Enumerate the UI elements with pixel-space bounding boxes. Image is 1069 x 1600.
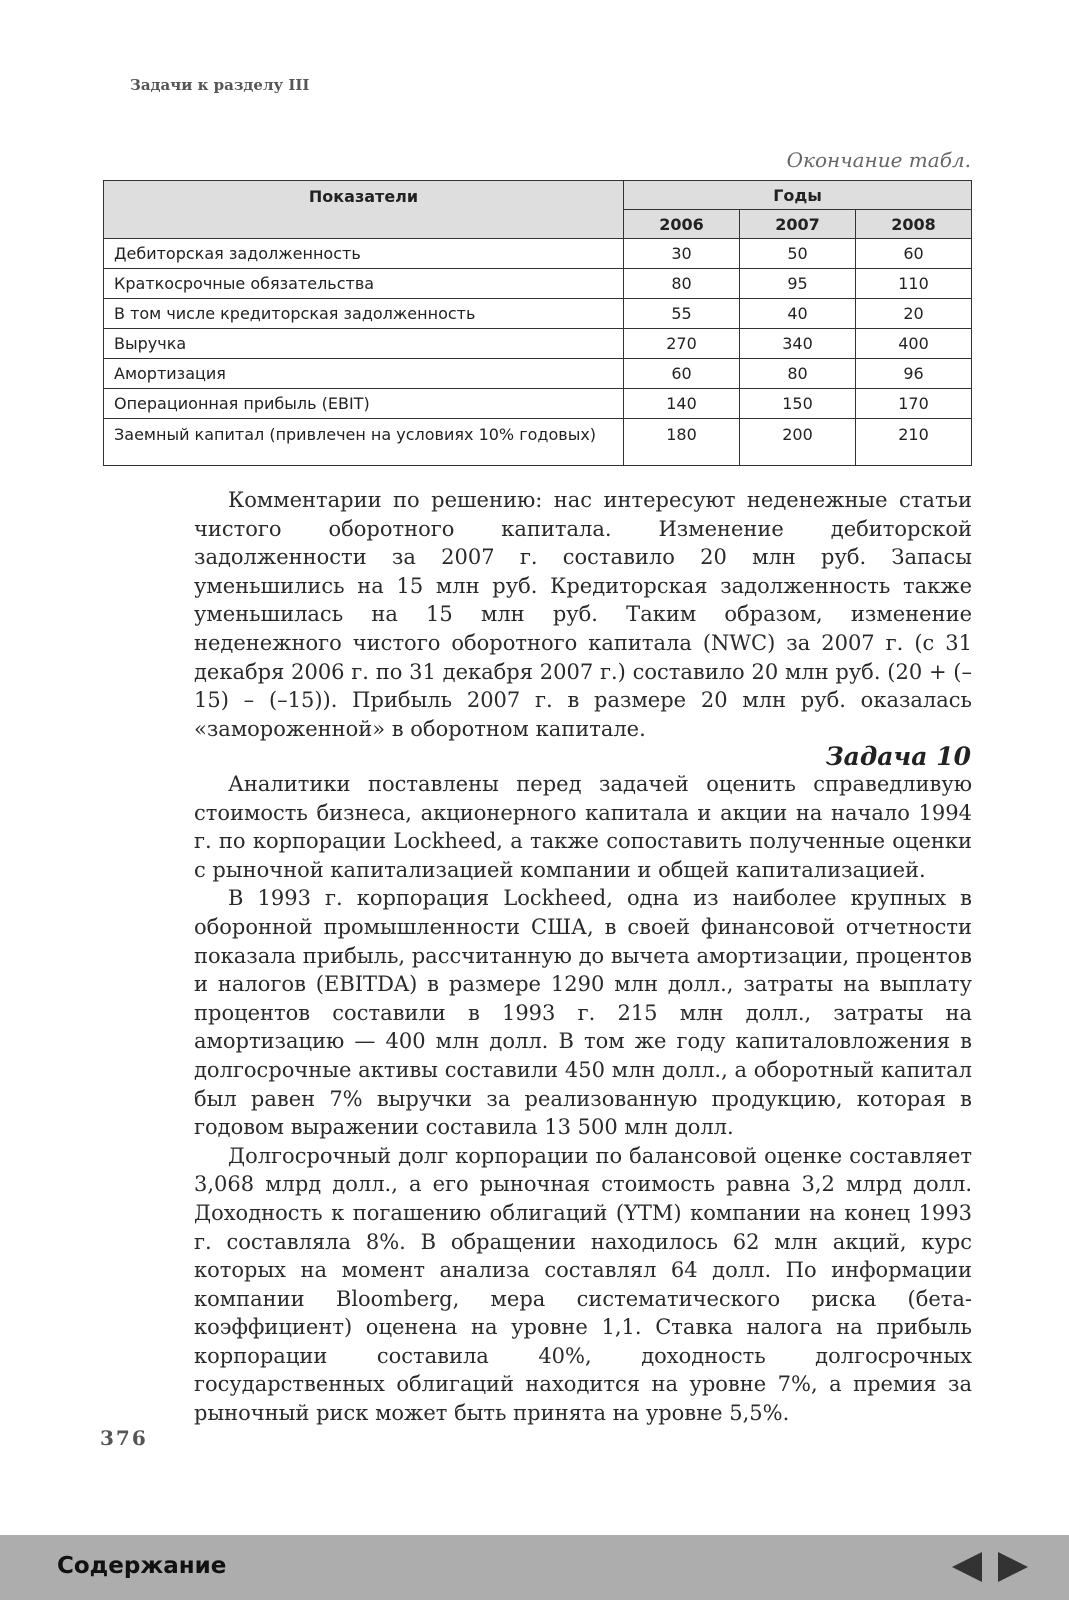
cell-value: 50 (740, 239, 856, 269)
next-page-icon[interactable] (998, 1552, 1028, 1582)
year-header: 2008 (856, 210, 972, 239)
task-heading: Задача 10 (825, 742, 971, 771)
cell-value: 95 (740, 269, 856, 299)
cell-value: 20 (856, 299, 972, 329)
cell-value: 80 (624, 269, 740, 299)
cell-value: 60 (624, 359, 740, 389)
year-header: 2007 (740, 210, 856, 239)
table-row (104, 419, 972, 466)
row-label: В том числе кредиторская задолженность (104, 299, 624, 329)
cell-value: 40 (740, 299, 856, 329)
solution-comment (194, 486, 972, 743)
table-row (104, 269, 972, 299)
table-row (104, 239, 972, 269)
data-table (103, 180, 972, 466)
cell-value: 140 (624, 389, 740, 419)
cell-value: 60 (856, 239, 972, 269)
table-row (104, 329, 972, 359)
task-paragraph: В 1993 г. корпорация Lockheed, одна из наиболее крупных в оборонной промышленности США, в своей финансовой отчетности показала прибыль, рассчитанную до вычета амортизации, процентов и налогов (EBITDA) в размере 1290 млн долл., затраты на выплату процентов составили в 1993 г. 215 млн долл., затраты на амортизацию — 400 млн долл. В том же году капиталовложения в долгосрочные активы составили 450 млн долл., а оборотный капитал был равен 7% выручки за реализованную продукцию, которая в годовом выражении составила 13 500 млн долл. (194, 886, 972, 1140)
task-paragraph: Аналитики поставлены перед задачей оценить справедливую стоимость бизнеса, акционерного капитала и акции на начало 1994 г. по корпорации Lockheed, а также сопоставить полученные оценки с рыночной капитализацией компании и общей капитализацией. (194, 772, 972, 882)
cell-value: 340 (740, 329, 856, 359)
row-label: Операционная прибыль (EBIT) (104, 389, 624, 419)
cell-value: 210 (856, 419, 972, 466)
row-label: Краткосрочные обязательства (104, 269, 624, 299)
table-row (104, 299, 972, 329)
comment-paragraph: Комментарии по решению: нас интересуют неденежные статьи чистого оборотного капитала. Изменение дебиторской задолженности за 2007 г. составило 20 млн руб. Запасы уменьшились на 15 млн руб. Кредиторская задолженность также уменьшилась на 15 млн руб. Таким образом, изменение неденежного чистого оборотного капитала (NWC) за 2007 г. (с 31 декабря 2006 г. по 31 декабря 2007 г.) составило 20 млн руб. (20 + (–15) – (–15)). Прибыль 2007 г. в размере 20 млн руб. оказалась «замороженной» в оборотном капитале. (194, 488, 972, 741)
running-header: Задачи к разделу III (130, 76, 310, 94)
row-label: Дебиторская задолженность (104, 239, 624, 269)
cell-value: 30 (624, 239, 740, 269)
row-label: Амортизация (104, 359, 624, 389)
task-text (194, 770, 972, 1428)
cell-value: 150 (740, 389, 856, 419)
viewer-bottom-bar (0, 1535, 1069, 1600)
cell-value: 96 (856, 359, 972, 389)
year-header: 2006 (624, 210, 740, 239)
cell-value: 180 (624, 419, 740, 466)
cell-value: 400 (856, 329, 972, 359)
table-caption: Окончание табл. (786, 148, 971, 172)
cell-value: 110 (856, 269, 972, 299)
cell-value: 55 (624, 299, 740, 329)
row-label: Заемный капитал (привлечен на условиях 10% годовых) (104, 419, 624, 466)
column-header-years: Годы (624, 181, 972, 210)
previous-page-icon[interactable] (952, 1552, 982, 1582)
cell-value: 200 (740, 419, 856, 466)
task-paragraph: Долгосрочный долг корпорации по балансовой оценке составляет 3,068 млрд долл., а его рыночная стоимость равна 3,2 млрд долл. Доходность к погашению облигаций (YTM) компании на конец 1993 г. составляла 8%. В обращении находилось 62 млн акций, курс которых на момент анализа составлял 64 долл. По информации компании Bloomberg, мера систематического риска (бета-коэффициент) оценена на уровне 1,1. Ставка налога на прибыль корпорации составила 40%, доходность долгосрочных государственных облигаций находится на уровне 7%, а премия за рыночный риск может быть принята на уровне 5,5%. (194, 1143, 972, 1426)
cell-value: 80 (740, 359, 856, 389)
table-of-contents-link[interactable]: Содержание (57, 1553, 227, 1579)
column-header-indicators: Показатели (104, 181, 624, 239)
page-number: 376 (100, 1426, 148, 1450)
table-row (104, 389, 972, 419)
cell-value: 270 (624, 329, 740, 359)
row-label: Выручка (104, 329, 624, 359)
table-row (104, 359, 972, 389)
cell-value: 170 (856, 389, 972, 419)
